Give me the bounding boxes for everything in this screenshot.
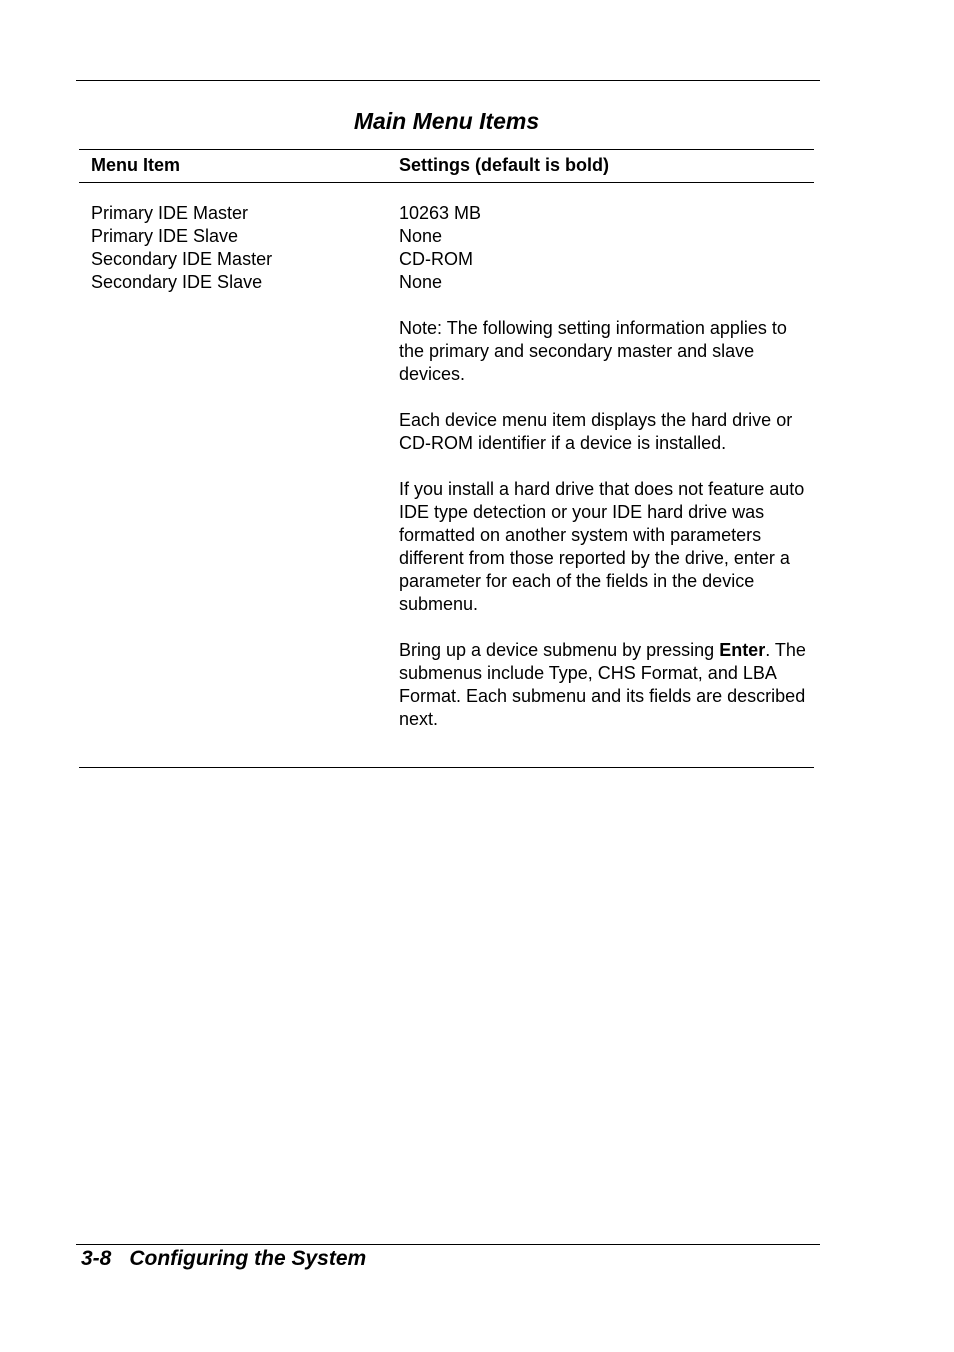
menu-item-secondary-ide-master: Secondary IDE Master (91, 249, 273, 269)
page-footer (81, 1246, 366, 1272)
footer-rule (76, 1244, 820, 1245)
setting-value-secondary-master: CD-ROM (399, 249, 473, 269)
enter-key-label: Enter (719, 640, 766, 660)
setting-value-secondary-slave: None (399, 272, 443, 292)
table-top-rule (79, 149, 814, 150)
setting-value-primary-master: 10263 MB (399, 203, 482, 223)
settings-column (399, 202, 809, 731)
note-paragraph-submenu (399, 639, 809, 731)
menu-item-primary-ide-master: Primary IDE Master (91, 203, 249, 223)
menu-item-secondary-ide-slave: Secondary IDE Slave (91, 272, 263, 292)
note-submenu-text-end: . The submenus include Type, CHS Format, and LBA Format. Each submenu and its fields are described next. (399, 640, 806, 729)
note-submenu-text-start: Bring up a device submenu by pressing (399, 640, 720, 660)
setting-value-primary-slave: None (399, 226, 443, 246)
page-number: 3-8 (81, 1247, 112, 1270)
note-paragraph-identifier: Each device menu item displays the hard drive or CD-ROM identifier if a device is installed. (399, 410, 793, 453)
table-title: Main Menu Items (353, 108, 540, 134)
menu-item-primary-ide-slave: Primary IDE Slave (91, 226, 239, 246)
table-header-rule (79, 182, 814, 183)
column-header-settings: Settings (default is bold) (399, 155, 609, 175)
column-header-menu-item: Menu Item (91, 155, 181, 175)
table-bottom-rule (79, 767, 814, 768)
section-title: Configuring the System (129, 1247, 367, 1270)
settings-value-list (399, 202, 809, 294)
menu-item-list (91, 202, 272, 294)
header-rule (76, 80, 820, 81)
note-paragraph-devices: Note: The following setting information applies to the primary and secondary master and slave devices. (399, 318, 787, 384)
note-paragraph-parameters: If you install a hard drive that does not feature auto IDE type detection or your IDE hard drive was formatted on another system with parameters different from those reported by the drive, enter a parameter for each of the fields in the device submenu. (399, 479, 805, 614)
